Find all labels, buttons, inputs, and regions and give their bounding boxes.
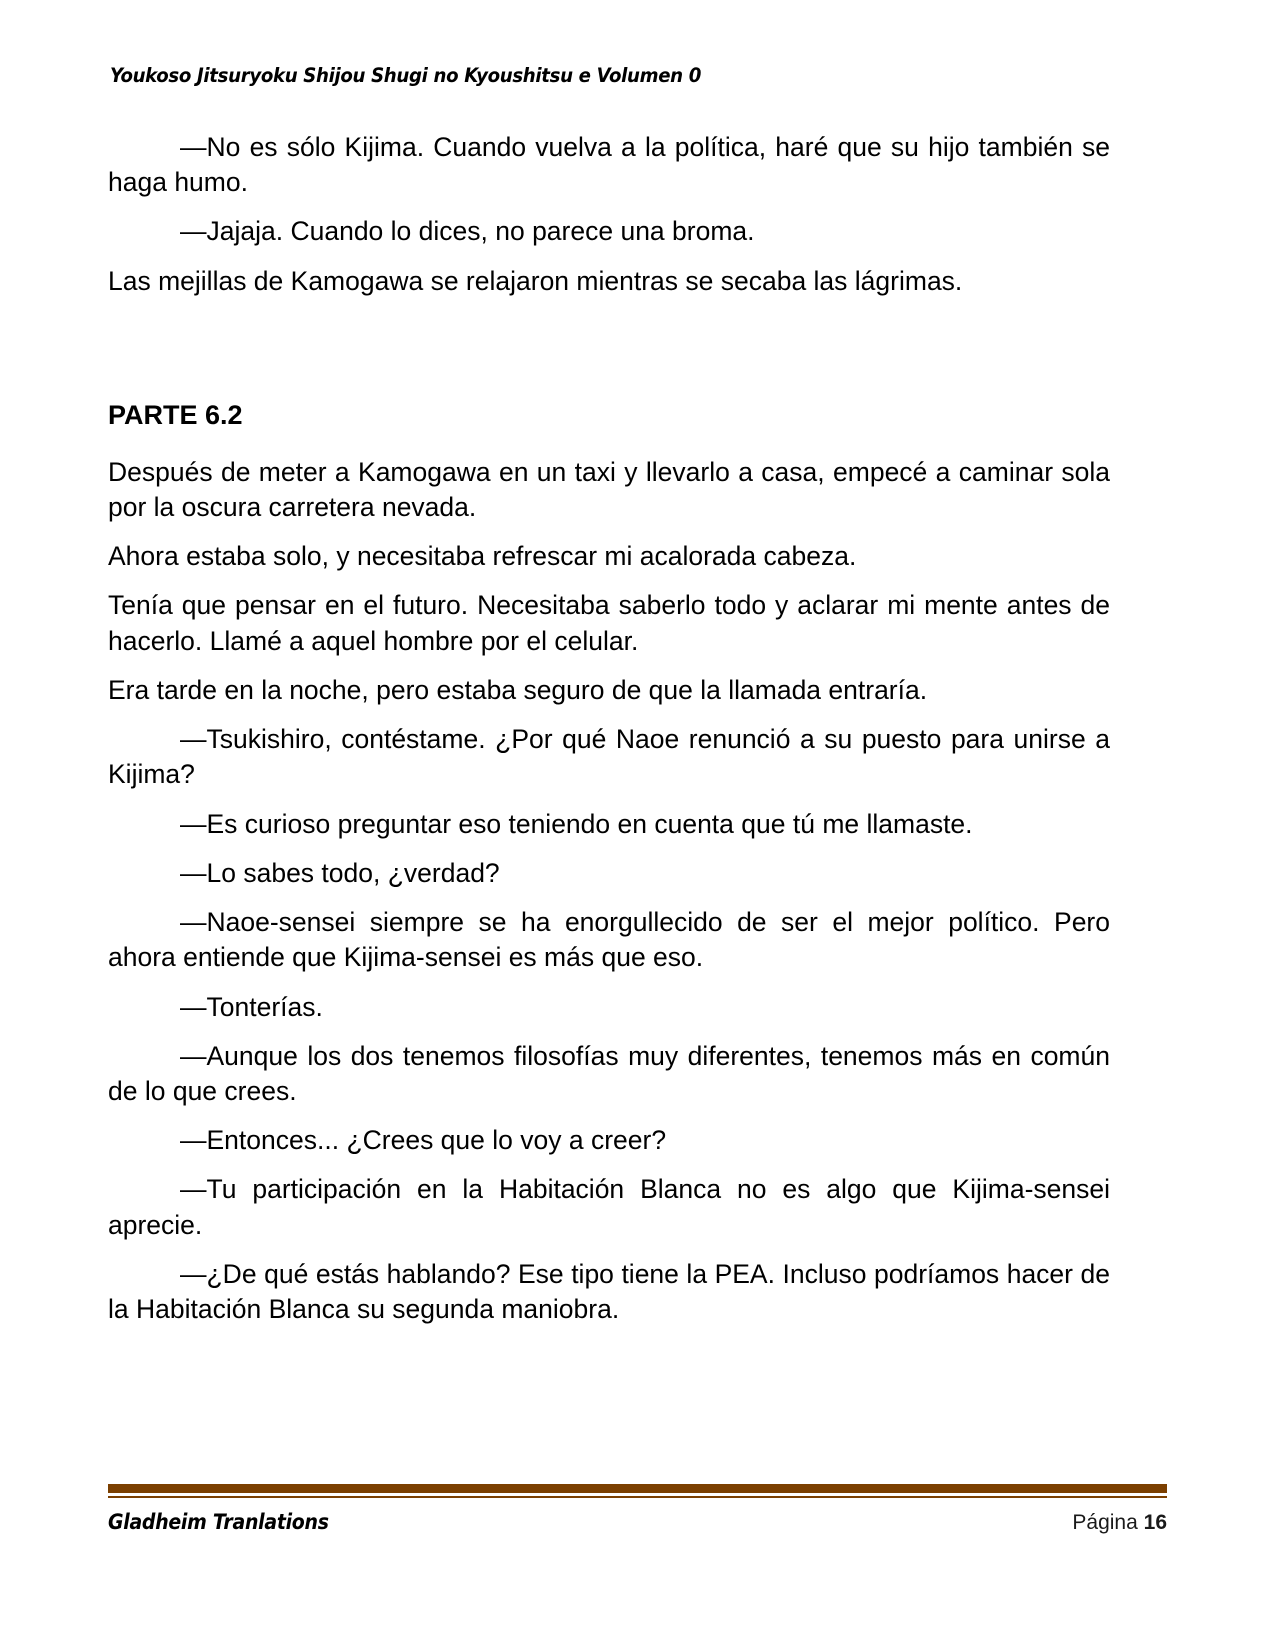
- paragraph: —Naoe-sensei siempre se ha enorgullecido de ser el mejor político. Pero ahora entiende que Kijima-sensei es más que eso.: [108, 907, 1110, 973]
- page-number-label: Página: [1072, 1511, 1138, 1534]
- paragraph: —Tonterías.: [180, 991, 323, 1022]
- paragraph: Tenía que pensar en el futuro. Necesitaba saberlo todo y aclarar mi mente antes de hacerlo. Llamé a aquel hombre por el celular.: [108, 590, 1110, 656]
- paragraph: —Tu participación en la Habitación Blanca no es algo que Kijima-sensei aprecie.: [108, 1174, 1110, 1240]
- paragraph: —Tsukishiro, contéstame. ¿Por qué Naoe renunció a su puesto para unirse a Kijima?: [108, 724, 1110, 790]
- paragraph: Ahora estaba solo, y necesitaba refrescar mi acalorada cabeza.: [108, 541, 857, 572]
- paragraph: —Aunque los dos tenemos filosofías muy diferentes, tenemos más en común de lo que crees.: [108, 1040, 1110, 1106]
- page-header: [110, 64, 1110, 94]
- paragraph: —Es curioso preguntar eso teniendo en cuenta que tú me llamaste.: [180, 808, 973, 839]
- footer-rule-thin: [108, 1496, 1167, 1498]
- footer-rule-thick: [108, 1484, 1167, 1493]
- paragraph: —Lo sabes todo, ¿verdad?: [180, 857, 500, 888]
- section-spacer: [108, 313, 1110, 399]
- page-number-block: [1072, 1511, 1167, 1535]
- paragraph: Después de meter a Kamogawa en un taxi y llevarlo a casa, empecé a caminar sola por la oscura carretera nevada.: [108, 456, 1110, 522]
- paragraph: —Jajaja. Cuando lo dices, no parece una broma.: [180, 216, 755, 247]
- page-footer: [108, 1484, 1167, 1554]
- paragraph: —Entonces... ¿Crees que lo voy a creer?: [180, 1125, 667, 1156]
- section-heading: PARTE 6.2: [108, 399, 243, 430]
- paragraph: —¿De qué estás hablando? Ese tipo tiene la PEA. Incluso podríamos hacer de la Habitación Blanca su segunda maniobra.: [108, 1258, 1110, 1325]
- document-body: [108, 130, 1110, 1341]
- header-title: Youkoso Jitsuryoku Shijou Shugi no Kyoushitsu e Volumen 0: [110, 64, 702, 87]
- footer-brand: Gladheim Tranlations: [108, 1510, 329, 1534]
- paragraph: —No es sólo Kijima. Cuando vuelva a la política, haré que su hijo también se haga humo.: [108, 132, 1110, 198]
- paragraph: Las mejillas de Kamogawa se relajaron mientras se secaba las lágrimas.: [108, 265, 963, 296]
- footer-row: [108, 1510, 1167, 1535]
- paragraph: Era tarde en la noche, pero estaba seguro de que la llamada entraría.: [108, 674, 928, 705]
- page-number-value: 16: [1143, 1511, 1167, 1534]
